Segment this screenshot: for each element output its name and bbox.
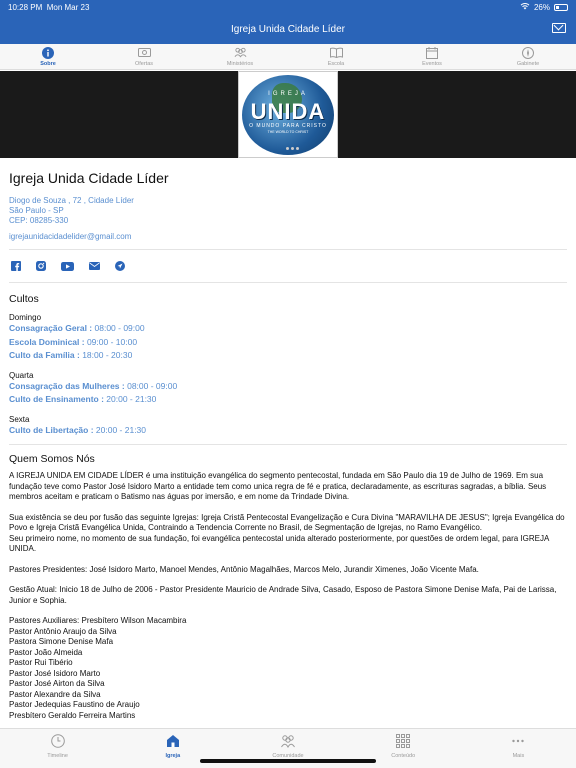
- event-row: [9, 393, 567, 407]
- tab-label: Eventos: [422, 60, 442, 67]
- battery-percent: 26%: [533, 2, 550, 12]
- event-time: 18:00 - 20:30: [79, 350, 133, 360]
- event-name: Escola Dominical :: [9, 336, 85, 347]
- tab-label: Escola: [327, 60, 345, 67]
- battery-icon: [554, 4, 568, 11]
- church-name: Igreja Unida Cidade Líder: [9, 170, 169, 186]
- logo-text-world: THE WORLD TO CHRIST: [267, 129, 309, 134]
- event-name: Consagração Geral :: [9, 323, 93, 333]
- event-time: 09:00 - 10:00: [84, 336, 138, 347]
- church-address[interactable]: [9, 196, 567, 226]
- event-time: 20:00 - 21:30: [93, 424, 147, 435]
- about-paragraph-2: Sua existência se deu por fusão das seguinte Igrejas: Igreja Cristã Pentecostal Evangelização e Cura Divina "MARAVILHA DE JESUS"; Igreja Evangélica do Povo e Igreja Cristã Evangélica Unida, Contraindo a Tendencia Corrente no Brasil, de Segmentação de Igrejas, no Ramo Evangélico.: [9, 512, 565, 532]
- logo-text-unida: UNIDA: [250, 98, 326, 124]
- address-line-2: São Paulo - SP: [9, 206, 64, 215]
- event-row: [9, 349, 567, 363]
- bottom-tab-label: Timeline: [47, 753, 68, 759]
- event-row: [9, 322, 567, 336]
- wifi-icon: [520, 2, 530, 12]
- pastor-line: Pastores Auxiliares: Presbítero Wilson Macambira: [9, 616, 187, 625]
- bottom-tab-label: Conteúdo: [391, 753, 416, 759]
- pastor-line: Pastor José Airton da Silva: [9, 679, 105, 688]
- church-logo: [238, 71, 338, 158]
- bottom-tab-label: Mais: [512, 753, 525, 759]
- book-icon: [330, 47, 343, 59]
- address-line-3: CEP: 08285-330: [9, 216, 69, 225]
- event-time: 20:00 - 21:30: [103, 394, 157, 404]
- about-paragraph-5: Gestão Atual: Inicio 18 de Julho de 2006 - Pastor Presidente Mauricio de Andrade Silva, Casado, Esposo de Pastora Simone Denise Mafa, Pai de Larissa, Junior e Sophia.: [9, 585, 557, 605]
- compass-icon: [522, 47, 535, 59]
- logo-text-mundo: O MUNDO PARA CRISTO: [249, 122, 327, 129]
- bottom-tab-timeline[interactable]: [0, 729, 115, 768]
- divider: [9, 282, 567, 283]
- location-icon[interactable]: [115, 261, 125, 271]
- church-email-link[interactable]: igrejaunidacidadelider@gmail.com: [9, 232, 132, 241]
- money-icon: [138, 47, 151, 59]
- home-indicator: [200, 759, 376, 763]
- tab-gabinete[interactable]: [480, 44, 576, 69]
- top-tabs: [0, 44, 576, 70]
- bottom-tab-label: Igreja: [165, 753, 181, 759]
- about-paragraph-4: Pastores Presidentes: José Isidoro Marto, Manoel Mendes, Antônio Magalhães, Marcos Melo, Jurandir Ximenes, João Vicente Mafa.: [9, 564, 479, 574]
- logo-text-igreja: IGREJA: [268, 90, 308, 97]
- tab-label: Ofertas: [134, 60, 154, 67]
- pastor-line: Pastor Rui Tibério: [9, 658, 73, 667]
- mail-icon[interactable]: [552, 23, 566, 33]
- pastor-line: Pastor José Isidoro Marto: [9, 668, 101, 678]
- about-paragraph-1: A IGREJA UNIDA EM CIDADE LÍDER é uma instituição evangélica do segmento pentecostal, fundada em São Paulo dia 19 de Julho de 1969. Em sua fundação teve como Pastor José Isidoro Marto a entidade tem como unica regra de fé e pratica, declaradamente, as escrituras sagradas, a bíblia. Seus membros aceitam e praticam o Batismo nas águas por imersão, e em nome da Trindade Divina.: [9, 471, 547, 501]
- main-content: [0, 158, 576, 728]
- divider: [9, 444, 567, 445]
- nav-bar: [0, 14, 576, 44]
- event-row: [9, 336, 567, 350]
- clock-icon: [51, 734, 65, 750]
- event-name: Culto de Ensinamento :: [9, 394, 104, 404]
- tab-sobre[interactable]: [0, 44, 96, 69]
- pastor-line: Pastor Antônio Araujo da Silva: [9, 626, 117, 636]
- tab-ofertas[interactable]: [96, 44, 192, 69]
- more-icon: [511, 734, 525, 750]
- status-time: 10:28 PM: [8, 2, 43, 12]
- about-title: Quem Somos Nós: [9, 453, 95, 465]
- day-sexta: Sexta: [9, 414, 30, 424]
- event-time: 08:00 - 09:00: [124, 380, 178, 391]
- globe-logo-image: [242, 75, 334, 155]
- tab-label: Ministérios: [226, 60, 254, 67]
- day-domingo: Domingo: [9, 313, 42, 322]
- nav-title: Igreja Unida Cidade Líder: [231, 23, 345, 35]
- status-right: [520, 2, 568, 12]
- youtube-icon[interactable]: [61, 262, 74, 271]
- community-icon: [280, 734, 296, 750]
- bottom-tab-label: Comunidade: [272, 753, 304, 759]
- status-date: Mon Mar 23: [46, 2, 90, 12]
- about-paragraph-3: Seu primeiro nome, no momento de sua fundação, foi evangélica pentecostal unida alterado posteriormente, por questões de ordem legal, para IGREJA UNIDA.: [9, 533, 549, 553]
- pastor-line: Pastora Simone Denise Mafa: [9, 637, 114, 646]
- banner: [0, 71, 576, 158]
- tab-ministerios[interactable]: [192, 44, 288, 69]
- status-bar: [0, 0, 576, 14]
- calendar-icon: [426, 47, 439, 59]
- event-time: 08:00 - 09:00: [92, 323, 145, 333]
- pastor-line: Pastor Alexandre da Silva: [9, 689, 101, 699]
- address-line-1: Diogo de Souza , 72 , Cidade Líder: [9, 196, 134, 205]
- event-name: Consagração das Mulheres :: [9, 380, 125, 391]
- instagram-icon[interactable]: [36, 261, 46, 271]
- bottom-tab-mais[interactable]: [461, 729, 576, 768]
- tab-escola[interactable]: [288, 44, 384, 69]
- tab-label: Gabinete: [516, 60, 540, 67]
- carousel-dots: [286, 147, 299, 150]
- facebook-icon[interactable]: [11, 261, 21, 271]
- church-icon: [166, 734, 180, 750]
- info-icon: [42, 47, 55, 59]
- pastor-line: Presbítero Geraldo Ferreira Martins: [9, 710, 136, 720]
- email-icon[interactable]: [89, 262, 100, 270]
- day-quarta: Quarta: [9, 370, 34, 380]
- grid-icon: [396, 734, 410, 750]
- divider: [9, 249, 567, 250]
- cultos-title: Cultos: [9, 293, 39, 305]
- event-row: [9, 424, 567, 438]
- status-left: [8, 3, 89, 12]
- people-icon: [234, 47, 247, 59]
- event-name: Culto da Família :: [9, 350, 80, 360]
- tab-label: Sobre: [40, 60, 56, 67]
- event-name: Culto de Libertação :: [9, 424, 94, 435]
- social-links: [9, 257, 567, 275]
- event-row: [9, 380, 567, 394]
- pastor-line: Pastor Jedequias Faustino de Araujo: [9, 700, 140, 709]
- pastor-line: Pastor João Almeida: [9, 647, 83, 657]
- tab-eventos[interactable]: [384, 44, 480, 69]
